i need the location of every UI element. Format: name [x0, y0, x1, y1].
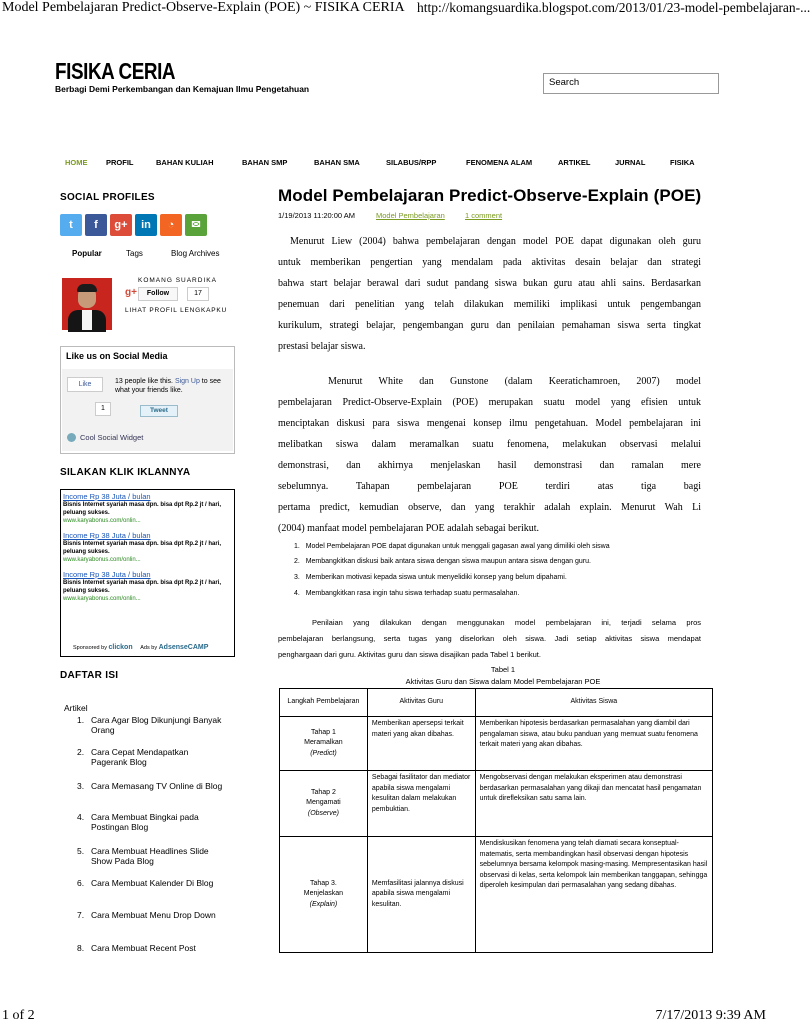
widget-icon — [67, 433, 76, 442]
nav-item-fenomena-alam[interactable]: FENOMENA ALAM — [466, 158, 533, 167]
paragraph-line: melibatkan siswa dalam meramalkan suatu fenomena, melakukan observasi melalui — [278, 439, 701, 450]
social-media-widget — [60, 346, 235, 454]
nav-item-artikel[interactable]: ARTIKEL — [558, 158, 591, 167]
post-date: 1/19/2013 11:20:00 AM — [278, 211, 356, 220]
like-button[interactable]: Like — [67, 377, 103, 392]
print-page-number: 1 of 2 — [2, 1008, 35, 1023]
profile-photo[interactable] — [62, 278, 112, 330]
table-caption: Tabel 1 — [490, 665, 516, 674]
blog-title[interactable]: FISIKA CERIA — [55, 58, 176, 84]
print-datetime: 7/17/2013 9:39 AM — [655, 1008, 766, 1023]
nav-item-bahan-sma[interactable]: BAHAN SMA — [314, 158, 360, 167]
ad-item[interactable]: Income Rp 38 Juta / bulan Bisnis Internet syariah masa dpn. bisa dpt Rp.2 jt / hari, peluang sukses. www.karyabonus.com/onlin... — [63, 531, 222, 563]
profile-name: KOMANG SUARDIKA — [138, 277, 217, 284]
list-item: 1. Model Pembelajaran POE dapat digunakan untuk menggali gagasan awal yang dimiliki oleh siswa — [294, 543, 610, 550]
student-activity-cell: Mendiskusikan fenomena yang telah diamati secara konseptual-matematis, serta membandingkan hasil observasi dengan hipotesis sebelumnya bersama kelompok masing-masing. Mempresentasikan hasil observasi di kelas, serta kelompok lain memberikan tanggapan, sehingga diperoleh kesimpulan dari permasalahan yang sedang dibahas. — [475, 837, 712, 953]
googleplus-icon[interactable]: g+ — [110, 214, 132, 236]
follow-count: 17 — [187, 287, 209, 301]
nav-item-bahan-smp[interactable]: BAHAN SMP — [242, 158, 288, 167]
paragraph-line: Menurut Liew (2004) bahwa pembelajaran dengan model POE dapat digunakan oleh guru — [290, 236, 701, 247]
paragraph-line: bahwa start belajar berawal dari sudut pandang siswa bukan guru atau ahli sains. Berdasarkan — [278, 278, 701, 289]
step-cell: Tahap 2 Mengamati (Observe) — [280, 771, 368, 837]
linkedin-icon[interactable]: in — [135, 214, 157, 236]
paragraph-line: prestasi belajar siswa. — [278, 341, 366, 352]
googleplus-icon: g+ — [125, 287, 137, 298]
signup-link[interactable]: Sign Up — [174, 378, 200, 385]
nav-item-bahan-kuliah[interactable]: BAHAN KULIAH — [156, 158, 214, 167]
comment-link[interactable]: 1 comment — [465, 211, 503, 220]
tab-blog-archives[interactable]: Blog Archives — [171, 249, 220, 258]
table-row — [280, 771, 713, 837]
tab-popular[interactable]: Popular — [72, 249, 102, 258]
nav-item-home[interactable]: HOME — [65, 158, 88, 167]
nav-item-silabus-rpp[interactable]: SILABUS/RPP — [386, 158, 437, 167]
teacher-activity-cell: Memberikan apersepsi terkait materi yang akan dibahas. — [367, 717, 475, 771]
follow-button[interactable]: Follow — [138, 287, 178, 301]
like-text: 13 people like this. Sign Up to see what your friends like. — [115, 378, 221, 394]
post-label-link[interactable]: Model Pembelajaran — [376, 211, 445, 220]
paragraph-line: menciptakan diskusi para siswa mengenai konsep ilmu pengetahuan. Model pembelajaran ini — [278, 418, 701, 429]
toc-category: Artikel — [64, 703, 88, 713]
paragraph-line: Penilaian yang dilakukan dengan menggunakan model pembelajaran ini, terjadi selama pros — [312, 618, 701, 627]
paragraph-line: demonstrasi, dan akhirnya menjelaskan hasil demonstrasi dan ramalan mere — [278, 460, 701, 471]
step-cell: Tahap 1 Meramalkan (Predict) — [280, 717, 368, 771]
print-page-title: Model Pembelajaran Predict-Observe-Explain (POE) ~ FISIKA CERIA — [2, 0, 405, 15]
print-page-url: http://komangsuardika.blogspot.com/2013/01/23-model-pembelajaran-... — [417, 0, 810, 15]
tweet-button[interactable]: Tweet — [140, 405, 178, 417]
ad-item[interactable]: Income Rp 38 Juta / bulan Bisnis Internet syariah masa dpn. bisa dpt Rp.2 jt / hari, peluang sukses. www.karyabonus.com/onlin... — [63, 492, 222, 524]
teacher-activity-cell: Sebagai fasilitator dan mediator apabila siswa mengalami kesulitan dalam melakukan pembuktian. — [367, 771, 475, 837]
ads-footer: Sponsored by clickon Ads by AdsenseCAMP — [73, 644, 209, 651]
paragraph-line: (2004) manfaat model pembelajaran POE adalah sebagai berikut. — [278, 523, 540, 534]
activity-table — [279, 688, 713, 953]
ads-heading: SILAKAN KLIK IKLANNYA — [60, 467, 191, 478]
step-cell: Tahap 3. Menjelaskan (Explain) — [280, 837, 368, 953]
email-icon[interactable]: ✉ — [185, 214, 207, 236]
profile-link[interactable]: LIHAT PROFIL LENGKAPKU — [125, 307, 228, 314]
widget-title: Like us on Social Media — [66, 351, 168, 361]
paragraph-line: Menurut White dan Gunstone (dalam Keeratichamroen, 2007) model — [328, 376, 701, 387]
post-title[interactable]: Model Pembelajaran Predict-Observe-Explain (POE) — [278, 186, 702, 205]
table-row — [280, 717, 713, 771]
tab-tags[interactable]: Tags — [126, 249, 143, 258]
post-meta — [278, 211, 503, 220]
adsensecamp-logo[interactable]: AdsenseCAMP — [158, 644, 209, 651]
table-header-row — [280, 689, 713, 717]
paragraph-line: pembelajaran berlangsung, serta tugas yang diselorkan oleh siswa. Jadi setiap aktivitas siswa mendapat — [278, 634, 701, 643]
list-item: 4. Membangkitkan rasa ingin tahu siswa terhadap suatu permasalahan. — [294, 590, 520, 597]
table-row — [280, 837, 713, 953]
table-title: Aktivitas Guru dan Siswa dalam Model Pembelajaran POE — [405, 677, 601, 686]
facebook-icon[interactable]: f — [85, 214, 107, 236]
twitter-icon[interactable]: t — [60, 214, 82, 236]
social-profiles-heading: SOCIAL PROFILES — [60, 192, 155, 203]
blog-description: Berbagi Demi Perkembangan dan Kemajuan Ilmu Pengetahuan — [55, 84, 310, 94]
column-header: Langkah Pembelajaran — [280, 689, 368, 717]
share-count: 1 — [95, 402, 111, 416]
paragraph-line: sebelumnya. Tahapan pembelajaran POE terdiri atas tiga bagi — [278, 481, 701, 492]
column-header: Aktivitas Siswa — [475, 689, 712, 717]
main-nav — [55, 158, 768, 172]
rss-icon[interactable]: ◔ — [160, 214, 182, 236]
search-input[interactable]: Search — [543, 73, 719, 94]
cool-social-widget-link[interactable]: Cool Social Widget — [80, 433, 144, 442]
nav-item-fisika[interactable]: FISIKA — [670, 158, 695, 167]
paragraph-line: kurikulum, strategi belajar, pengembangan guru dan penilaian pemahaman siswa serta tingkat — [278, 320, 701, 331]
nav-item-jurnal[interactable]: JURNAL — [615, 158, 646, 167]
student-activity-cell: Mengobservasi dengan melakukan eksperimen atau demonstrasi berdasarkan permasalahan yang dikaji dan mencatat hasil pengamatan untuk direfleksikan satu sama lain. — [475, 771, 712, 837]
ads-box — [60, 489, 235, 657]
teacher-activity-cell: Memfasilitasi jalannya diskusi apabila siswa mengalami kesulitan. — [367, 837, 475, 953]
paragraph-line: pembelajaran Predict-Observe-Explain (POE) merupakan suatu model yang efisien untuk — [278, 397, 701, 408]
column-header: Aktivitas Guru — [367, 689, 475, 717]
paragraph-line: pertama predict, kemudian observe, dan yang terakhir adalah explain. Menurut Wah Li — [278, 502, 701, 513]
list-item: 3. Memberikan motivasi kepada siswa untuk menyelidiki konsep yang belum dipahami. — [294, 574, 567, 581]
nav-item-profil[interactable]: PROFIL — [106, 158, 134, 167]
toc-heading: DAFTAR ISI — [60, 670, 119, 681]
paragraph-line: penghargaan dari guru. Aktivitas guru dan siswa disajikan pada Tabel 1 berikut. — [278, 650, 541, 659]
student-activity-cell: Memberikan hipotesis berdasarkan permasalahan yang diambil dari pengalaman siswa, atau buku panduan yang memuat suatu fenomena terkait materi yang akan dibahas. — [475, 717, 712, 771]
ad-item[interactable]: Income Rp 38 Juta / bulan Bisnis Internet syariah masa dpn. bisa dpt Rp.2 jt / hari, peluang sukses. www.karyabonus.com/onlin... — [63, 570, 222, 602]
list-item: 2. Membangkitkan diskusi baik antara siswa dengan siswa maupun antara siswa dengan guru. — [294, 558, 591, 565]
clickon-logo[interactable]: clickon — [108, 644, 133, 651]
paragraph-line: penemuan dari penelitian yang telah dilakukan memiliki implikasi untuk pengembangan — [278, 299, 701, 310]
paragraph-line: untuk memberikan pengertian yang mendalam pada aktivitas desain belajar dan strategi — [278, 257, 701, 268]
